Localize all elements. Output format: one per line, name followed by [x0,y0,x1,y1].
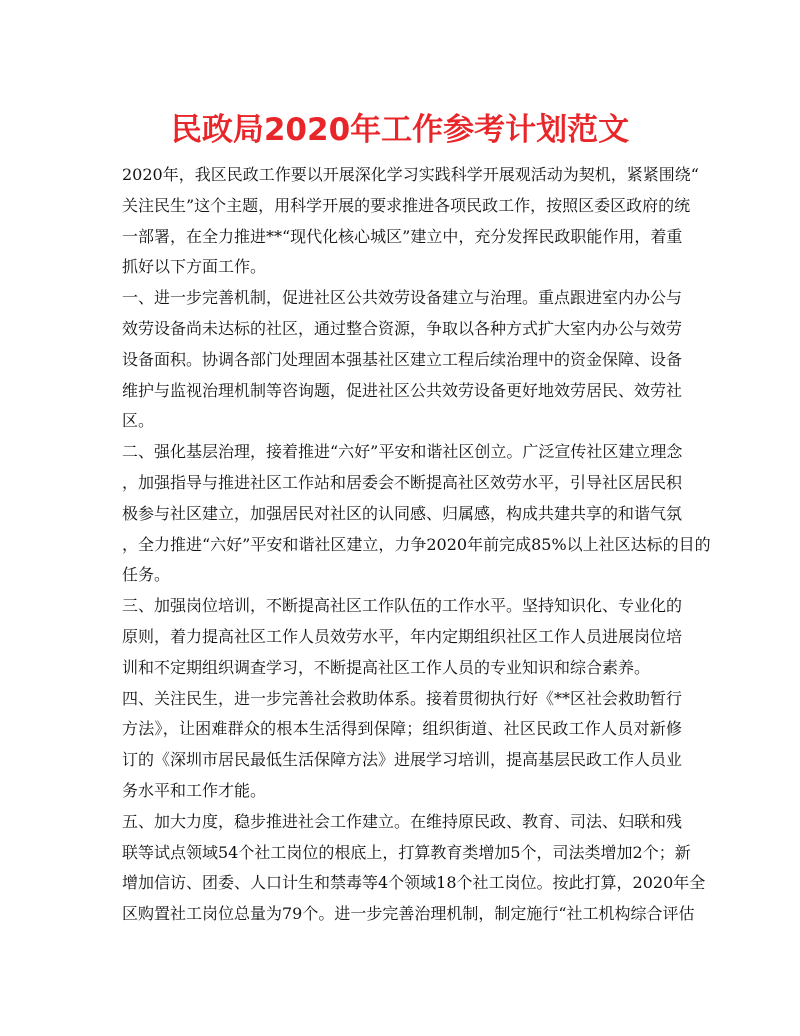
text-line: 极参与社区建立，加强居民对社区的认同感、归属感，构成共建共享的和谐气氛 [122,503,683,523]
text-line: 效劳设备尚未达标的社区，通过整合资源，争取以各种方式扩大室内办公与效劳 [122,318,683,338]
text-line: 区。 [122,411,155,431]
text-line: 维护与监视治理机制等咨询题，促进社区公共效劳设备更好地效劳居民、效劳社 [122,380,683,400]
text-line: 联等试点领域54个社工岗位的根底上，打算教育类增加5个，司法类增加2个；新 [122,842,691,862]
text-line: 2020年，我区民政工作要以开展深化学习实践科学开展观活动为契机，紧紧围绕“ [122,165,699,184]
text-line: 抓好以下方面工作。 [122,257,267,277]
text-line: ，全力推进“六好”平安和谐社区建立，力争2020年前完成85%以上社区达标的目的 [122,534,711,554]
text-line: 订的《深圳市居民最低生活保障方法》进展学习培训，提高基层民政工作人员业 [122,750,683,770]
text-line: 设备面积。协调各部门处理固本强基社区建立工程后续治理中的资金保障、设备 [122,349,683,369]
text-line: 一、进一步完善机制，促进社区公共效劳设备建立与治理。重点跟进室内办公与 [122,288,683,308]
document-body [122,160,711,930]
text-line: 五、加大力度，稳步推进社会工作建立。在维持原民政、教育、司法、妇联和残 [122,811,683,831]
text-line: 关注民生”这个主题，用科学开展的要求推进各项民政工作，按照区委区政府的统 [122,195,691,215]
text-line: 一部署，在全力推进**“现代化核心城区”建立中，充分发挥民政职能作用，着重 [122,226,683,246]
paragraph [122,684,682,807]
text-line: 训和不定期组织调查学习，不断提高社区工作人员的专业知识和综合素养。 [122,657,651,677]
document-title: 民政局2020年工作参考计划范文 [170,112,630,148]
text-line: 增加信访、团委、人口计生和禁毒等4个领域18个社工岗位。按此打算，2020年全 [122,873,706,893]
text-line: 任务。 [122,565,171,585]
paragraph [122,160,699,283]
text-line: 三、加强岗位培训，不断提高社区工作队伍的工作水平。坚持知识化、专业化的 [122,596,683,616]
paragraph [122,283,682,437]
text-line: 方法》，让困难群众的根本生活得到保障；组织街道、社区民政工作人员对新修 [122,719,682,739]
text-line: ，加强指导与推进社区工作站和居委会不断提高社区效劳水平，引导社区居民积 [122,472,683,492]
text-line: 务水平和工作才能。 [122,780,267,800]
paragraph [122,591,682,683]
text-line: 二、强化基层治理，接着推进“六好”平安和谐社区创立。广泛宣传社区建立理念 [122,442,683,462]
text-line: 原则，着力提高社区工作人员效劳水平，年内定期组织社区工作人员进展岗位培 [122,626,683,646]
text-line: 四、关注民生，进一步完善社会救助体系。接着贯彻执行好《**区社会救助暂行 [122,688,683,708]
paragraph [122,437,711,591]
text-line: 区购置社工岗位总量为79个。进一步完善治理机制，制定施行“社工机构综合评估 [122,904,695,924]
paragraph [122,807,706,930]
